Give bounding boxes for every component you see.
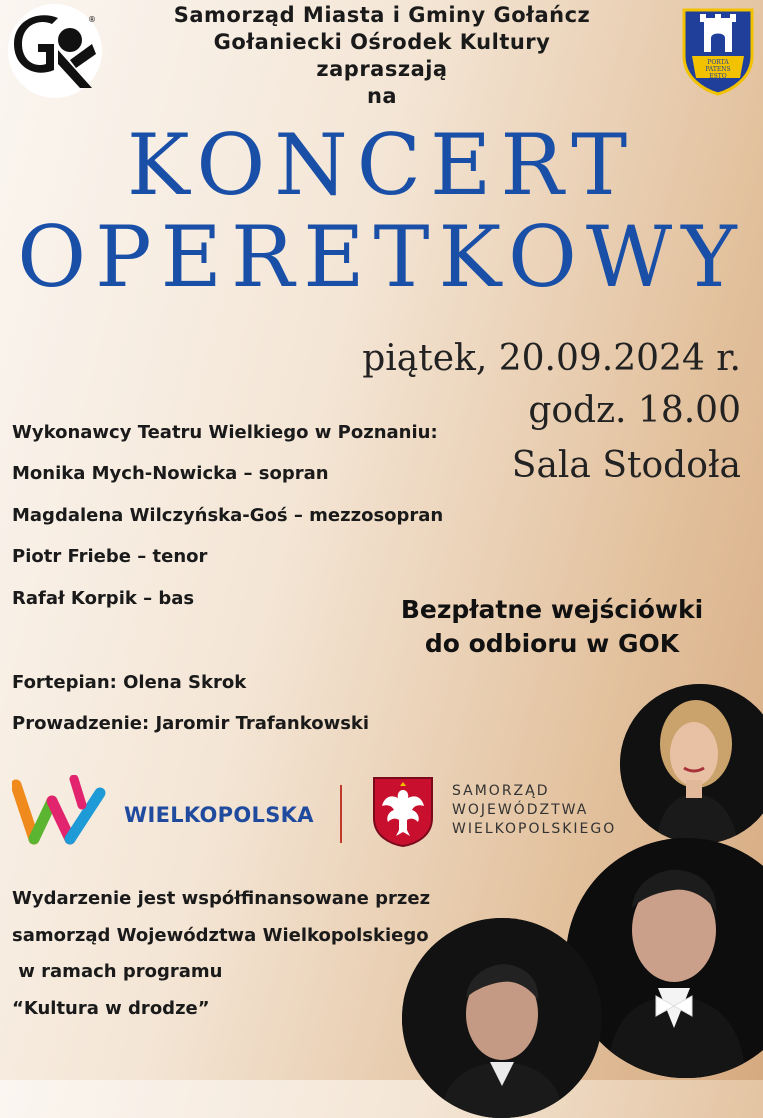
financing-line-2: samorząd Województwa Wielkopolskiego	[12, 925, 429, 946]
piano-credit: Fortepian: Olena Skrok	[12, 672, 247, 693]
samorzad-logo-text	[452, 782, 616, 839]
samorzad-text-1: SAMORZĄD	[452, 783, 550, 799]
performer-3: Piotr Friebe – tenor	[12, 546, 208, 567]
town-crest-emblem	[680, 6, 756, 96]
wielkopolska-label: WIELKOPOLSKA	[124, 803, 314, 827]
performer-2: Magdalena Wilczyńska-Goś – mezzosopran	[12, 505, 444, 526]
crest-text-2: PATENS	[705, 66, 731, 73]
financing-line-3: w ramach programu	[12, 961, 223, 982]
samorzad-text-2: WOJEWÓDZTWA	[452, 802, 589, 818]
organizer-line-2: Gołaniecki Ośrodek Kultury	[213, 30, 551, 54]
performers-heading: Wykonawcy Teatru Wielkiego w Poznaniu:	[12, 422, 438, 443]
gok-logo	[8, 4, 102, 98]
invite-line: zapraszają	[316, 57, 448, 81]
free-tickets-line-1: Bezpłatne wejściówki	[400, 595, 704, 624]
soprano-photo	[620, 684, 763, 844]
financing-line-1: Wydarzenie jest współfinansowane przez	[12, 888, 431, 909]
free-tickets-line-2: do odbioru w GOK	[424, 629, 680, 658]
financing-line-4: “Kultura w drodze”	[12, 998, 210, 1019]
performer-1: Monika Mych-Nowicka – sopran	[12, 463, 329, 484]
title-line-1: KONCERT	[126, 116, 637, 214]
na-line: na	[366, 84, 398, 108]
tenor-photo	[402, 918, 602, 1118]
performer-4: Rafał Korpik – bas	[12, 588, 195, 609]
organizer-line-1: Samorząd Miasta i Gminy Gołańcz	[173, 3, 591, 27]
wielkopolska-w-logo	[12, 775, 108, 849]
logo-divider	[340, 785, 342, 843]
eagle-emblem	[372, 776, 434, 848]
svg-text:®: ®	[88, 15, 96, 24]
event-venue: Sala Stodoła	[511, 445, 741, 486]
crest-text-1: PORTA	[707, 59, 729, 66]
samorzad-text-3: WIELKOPOLSKIEGO	[452, 821, 617, 837]
title-line-2: OPERETKOWY	[17, 208, 746, 306]
event-date: piątek, 20.09.2024 r.	[362, 338, 741, 379]
crest-text-3: ESTO	[709, 73, 727, 80]
host-credit: Prowadzenie: Jaromir Trafankowski	[12, 713, 370, 734]
event-time: godz. 18.00	[528, 390, 741, 431]
organizers-header	[102, 2, 662, 110]
